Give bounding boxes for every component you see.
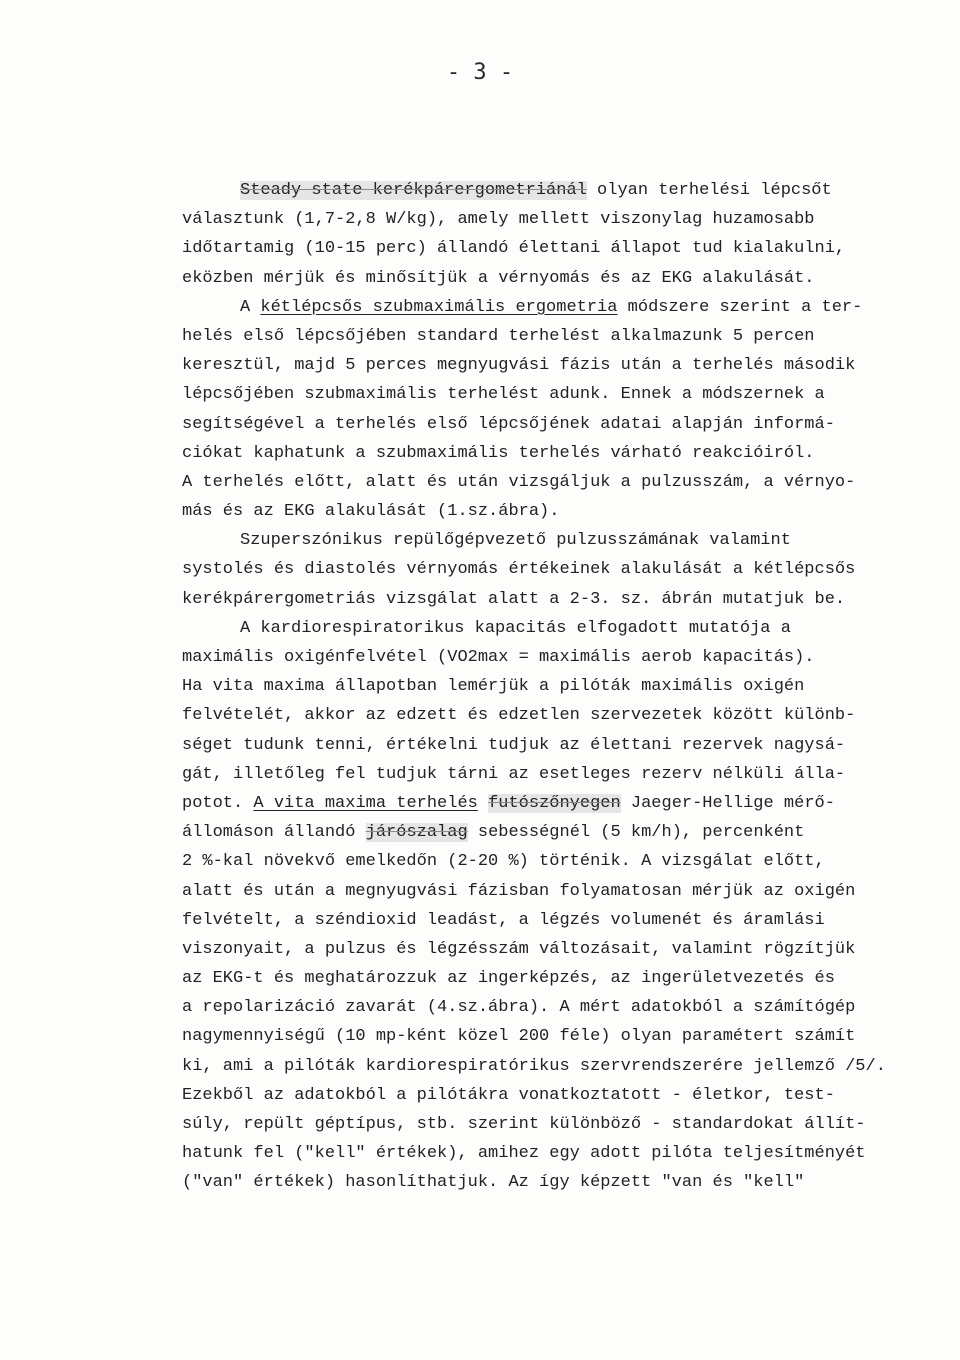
text-line xyxy=(182,555,862,584)
text-segment: eközben mérjük és minősítjük a vérnyomás és az EKG alakulását. xyxy=(182,268,815,288)
text-segment: kerékpárergometriás vizsgálat alatt a 2-3. sz. ábrán mutatjuk be. xyxy=(182,589,846,609)
text-line xyxy=(182,877,862,906)
text-segment: súly, repült géptípus, stb. szerint különböző - standardokat állít- xyxy=(182,1115,866,1134)
text-segment: A terhelés előtt, alatt és után vizsgáljuk a pulzusszám, a vérnyo- xyxy=(182,472,856,492)
text-segment: hatunk fel ("kell" értékek), amihez egy adott pilóta teljesítményét xyxy=(182,1144,866,1164)
text-segment: felvételt, a széndioxid leadást, a légzés volumenét és áramlási xyxy=(182,910,825,930)
text-segment: olyan terhelési lépcsőt xyxy=(586,181,832,200)
text-line xyxy=(182,526,862,555)
text-segment: segítségével a terhelés első lépcsőjének adatai alapján informá- xyxy=(182,414,835,434)
text-line xyxy=(182,847,862,876)
text-line xyxy=(182,964,862,993)
text-segment: felvételét, akkor az edzett és edzetlen szervezetek között különb- xyxy=(182,706,856,726)
text-segment: alatt és után a megnyugvási fázisban folyamatosan mérjük az oxigén xyxy=(182,881,856,901)
text-segment: nagymennyiségű (10 mp-ként közel 200 féle) olyan paramétert számít xyxy=(182,1027,856,1047)
underlined-term: A vita maxima terhelés xyxy=(253,793,478,813)
text-line xyxy=(182,176,862,205)
text-line xyxy=(182,351,862,380)
text-segment: Ezekből az adatokból a pilótákra vonatkoztatott - életkor, test- xyxy=(182,1085,835,1105)
text-segment: sebességnél (5 km/h), percenként xyxy=(467,823,805,843)
marked-term: járószalag xyxy=(365,823,468,843)
text-line xyxy=(182,1081,862,1110)
text-line xyxy=(182,789,862,818)
text-line xyxy=(182,643,862,672)
text-line xyxy=(182,614,862,643)
text-segment: viszonyait, a pulzus és légzésszám változásait, valamint rögzítjük xyxy=(182,939,856,959)
text-line xyxy=(182,468,862,497)
text-segment: A kardiorespiratorikus kapacitás elfogadott mutatója a xyxy=(240,618,791,638)
text-segment: A xyxy=(240,297,261,317)
text-line xyxy=(182,672,862,701)
text-segment: időtartamig (10-15 perc) állandó élettani állapot tud kialakulni, xyxy=(182,239,846,259)
text-line xyxy=(182,497,862,526)
text-line xyxy=(182,205,862,234)
text-segment xyxy=(478,794,488,813)
text-line xyxy=(182,293,862,322)
text-segment: Szuperszónikus repülőgépvezető pulzusszámának valamint xyxy=(240,531,791,551)
text-line xyxy=(182,439,862,468)
text-segment: lépcsőjében szubmaximális terhelést adunk. Ennek a módszernek a xyxy=(182,385,825,405)
text-segment: potot. xyxy=(182,793,254,813)
marked-term: Steady state kerékpárergometriánál xyxy=(240,181,587,200)
text-line xyxy=(182,731,862,760)
text-segment: séget tudunk tenni, értékelni tudjuk az élettani rezervek nagysá- xyxy=(182,735,846,755)
text-segment: az EKG-t és meghatározzuk az ingerképzés, az ingerületvezetés és xyxy=(182,969,835,989)
text-segment: keresztül, majd 5 perces megnyugvási fázis után a terhelés második xyxy=(182,356,856,376)
text-line xyxy=(182,585,862,614)
text-line xyxy=(182,1052,886,1081)
text-segment: 2 %-kal növekvő emelkedőn (2-20 %) történik. A vizsgálat előtt, xyxy=(182,852,825,872)
marked-term: futószőnyegen xyxy=(488,793,621,813)
text-segment: Jaeger-Hellige mérő- xyxy=(620,793,835,813)
text-line xyxy=(182,322,862,351)
text-segment: ("van" értékek) hasonlíthatjuk. Az így képzett "van és "kell" xyxy=(182,1173,805,1193)
text-line xyxy=(182,935,862,964)
text-line xyxy=(182,1110,866,1139)
text-segment: a repolarizáció zavarát (4.sz.ábra). A mért adatokból a számítógép xyxy=(182,998,856,1018)
text-line xyxy=(182,993,862,1022)
text-segment: helés első lépcsőjében standard terhelést alkalmazunk 5 percen xyxy=(182,326,815,346)
text-line xyxy=(182,234,862,263)
page-number: - 3 - xyxy=(446,60,514,85)
text-segment: más és az EKG alakulását (1.sz.ábra). xyxy=(182,502,560,522)
text-segment: gát, illetőleg fel tudjuk tárni az esetleges rezerv nélküli álla- xyxy=(182,764,846,784)
text-segment: állomáson állandó xyxy=(182,823,366,843)
text-segment: választunk (1,7-2,8 W/kg), amely mellett viszonylag huzamosabb xyxy=(182,210,815,230)
text-segment: ciókat kaphatunk a szubmaximális terhelés várható reakcióiról. xyxy=(182,443,815,463)
text-segment: Ha vita maxima állapotban lemérjük a pilóták maximális oxigén xyxy=(182,677,805,697)
text-line xyxy=(182,701,862,730)
body-text xyxy=(182,176,886,1198)
text-line xyxy=(182,818,862,847)
text-segment: ki, ami a pilóták kardiorespiratórikus szervrendszerére jellemző /5/. xyxy=(182,1056,886,1076)
text-line xyxy=(182,410,862,439)
text-line xyxy=(182,264,862,293)
text-line xyxy=(182,380,862,409)
underlined-term: kétlépcsős szubmaximális ergometria xyxy=(260,297,618,317)
text-line xyxy=(182,1022,862,1051)
text-line xyxy=(182,1139,866,1168)
text-segment: systolés és diastolés vérnyomás értékeinek alakulását a kétlépcsős xyxy=(182,560,856,580)
text-segment: módszere szerint a ter- xyxy=(617,297,863,317)
text-segment: maximális oxigénfelvétel (VO2max = maximális aerob kapacitás). xyxy=(182,648,815,667)
text-line xyxy=(182,1168,862,1197)
text-line xyxy=(182,906,862,935)
text-line xyxy=(182,760,862,789)
